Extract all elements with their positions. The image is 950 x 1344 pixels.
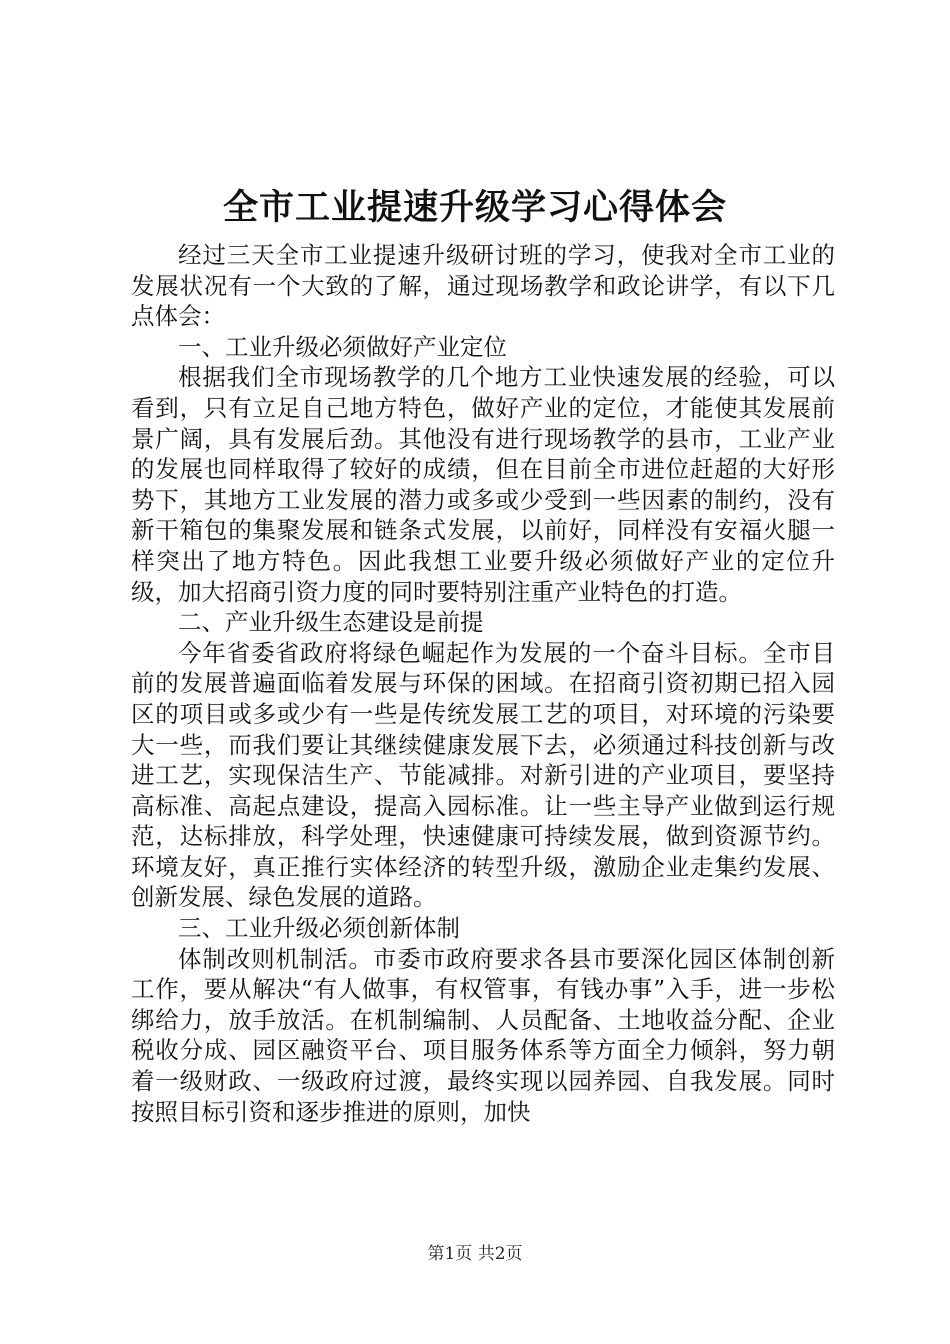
paragraph-section-1: 根据我们全市现场教学的几个地方工业快速发展的经验，可以看到，只有立足自己地方特色，做好产业的定位，才能使其发展前景广阔，具有发展后劲。其他没有进行现场教学的县市，工业产业的发展也同样取得了较好的成绩，但在目前全市进位赶超的大好形势下，其地方工业发展的潜力或多或少受到一些因素的制约，没有新干箱包的集聚发展和链条式发展，以前好，同样没有安福火腿一样突出了地方特色。因此我想工业要升级必须做好产业的定位升级，加大招商引资力度的同时要特别注重产业特色的打造。	[131, 363, 835, 606]
section-heading-2: 二、产业升级生态建设是前提	[178, 608, 484, 637]
page-number-footer: 第1页 共2页	[427, 1244, 523, 1264]
paragraph-section-3: 体制改则机制活。市委市政府要求各县市要深化园区体制创新工作，要从解决“有人做事，有权管事，有钱办事”入手，进一步松绑给力，放手放活。在机制编制、人员配备、土地收益分配、企业税收分成、园区融资平台、项目服务体系等方面全力倾斜，努力朝着一级财政、一级政府过渡，最终实现以园养园、自我发展。同时按照目标引资和逐步推进的原则，加快	[131, 944, 835, 1126]
section-heading-1: 一、工业升级必须做好产业定位	[178, 332, 507, 361]
paragraph-intro: 经过三天全市工业提速升级研讨班的学习，使我对全市工业的发展状况有一个大致的了解，通过现场教学和政论讲学，有以下几点体会：	[131, 241, 835, 331]
paragraph-section-2: 今年省委省政府将绿色崛起作为发展的一个奋斗目标。全市目前的发展普遍面临着发展与环保的困域。在招商引资初期已招入园区的项目或多或少有一些是传统发展工艺的项目，对环境的污染要大一些，而我们要让其继续健康发展下去，必须通过科技创新与改进工艺，实现保洁生产、节能减排。对新引进的产业项目，要坚持高标准、高起点建设，提高入园标准。让一些主导产业做到运行规范，达标排放，科学处理，快速健康可持续发展，做到资源节约。环境友好，真正推行实体经济的转型升级，激励企业走集约发展、创新发展、绿色发展的道路。	[131, 638, 835, 912]
document-body	[131, 240, 835, 1127]
document-title: 全市工业提速升级学习心得体会	[222, 187, 727, 228]
section-heading-3: 三、工业升级必须创新体制	[178, 914, 460, 943]
